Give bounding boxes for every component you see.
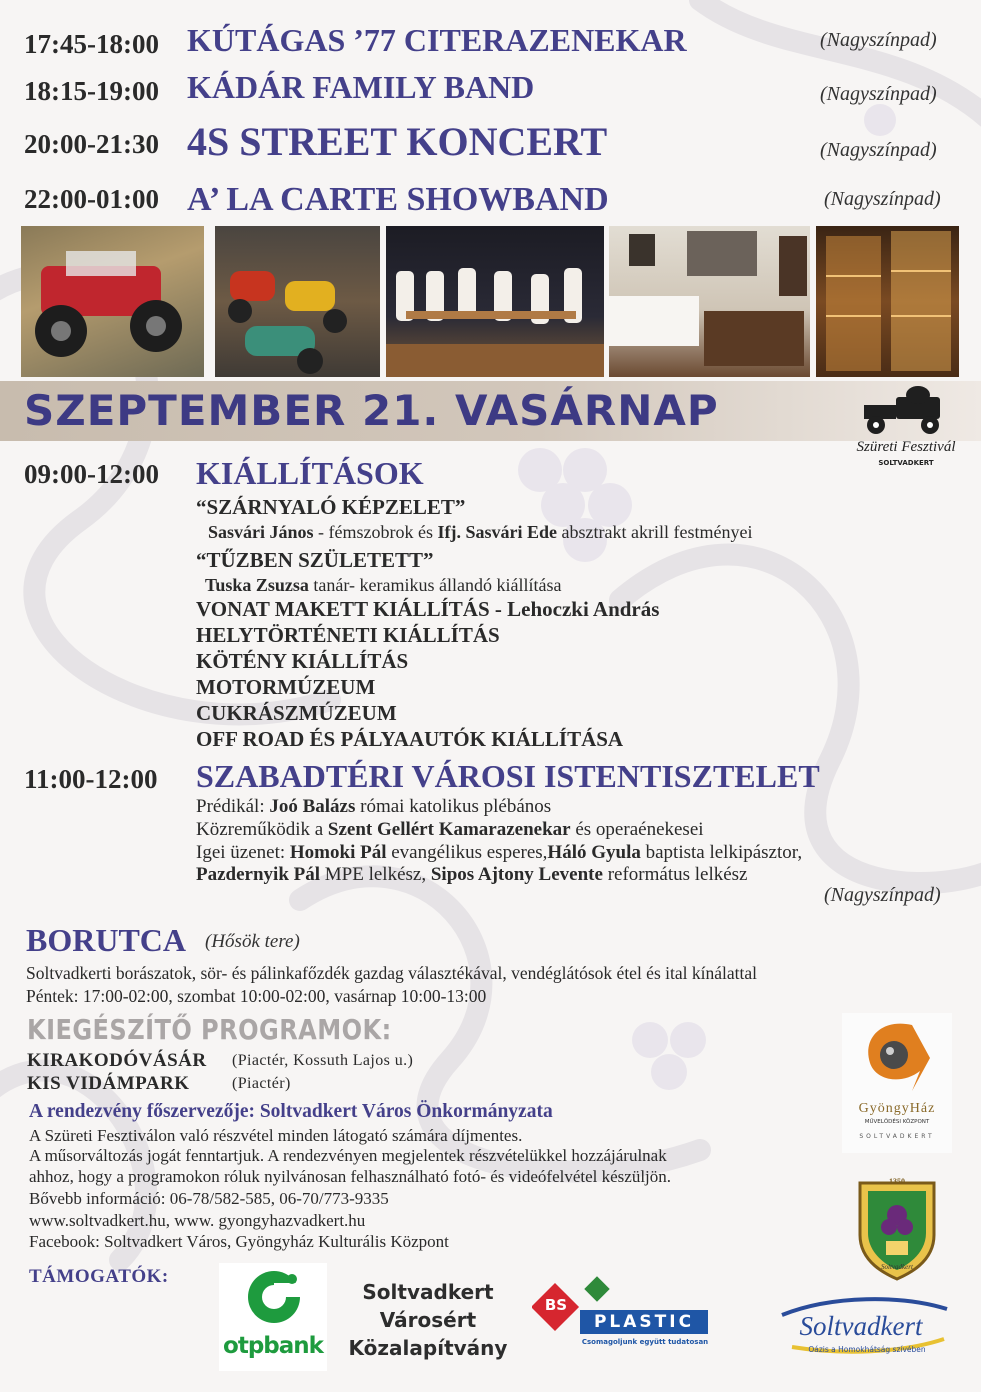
- sponsors-label: TÁMOGATÓK:: [29, 1266, 169, 1287]
- photo-offroad-car: [21, 226, 204, 377]
- service-line: Közreműködik a Szent Gellért Kamarazenekar és operaénekesei: [196, 819, 704, 840]
- gyongyhaz-sub: MŰVELŐDÉSI KÖZPONT: [864, 1119, 930, 1125]
- town-crest: [856, 1175, 938, 1281]
- exhibition-title: “TŰZBEN SZÜLETETT”: [196, 548, 434, 572]
- exhibition-credit: Tuska Zsuzsa tanár- keramikus állandó kiállítása: [205, 575, 562, 595]
- exhibition-title: “SZÁRNYALÓ KÉPZELET”: [196, 495, 466, 519]
- kozalapitvany-line: Soltvadkert: [362, 1280, 494, 1304]
- photo-confectionery-museum: [816, 226, 959, 377]
- otp-wordmark: otpbank: [223, 1333, 323, 1359]
- program-place: (Piactér, Kossuth Lajos u.): [232, 1052, 414, 1069]
- otpbank-logo: [219, 1263, 327, 1371]
- venue-label: (Nagyszínpad): [820, 139, 937, 161]
- organizer-headline: A rendezvény főszervezője: Soltvadkert Város Önkormányzata: [29, 1101, 553, 1122]
- venue-label: (Nagyszínpad): [824, 188, 941, 210]
- kozalapitvany-logo: [348, 1278, 508, 1362]
- wine-cart-icon: [846, 383, 966, 443]
- time-slot: 17:45-18:00: [24, 29, 159, 59]
- contact-facebook: Facebook: Soltvadkert Város, Gyöngyház Kulturális Központ: [29, 1232, 449, 1251]
- day-title: SZEPTEMBER 21. VASÁRNAP: [24, 386, 719, 435]
- borutca-description: Soltvadkerti borászatok, sör- és pálinkafőzdék gazdag választékával, vendéglátósok étel és ital kínálattal: [26, 963, 757, 983]
- venue-label: (Nagyszínpad): [820, 83, 937, 105]
- festival-logo-town: SOLTVADKERT: [878, 459, 934, 467]
- act-title: 4S STREET KONCERT: [187, 119, 608, 164]
- organizer-line: A Szüreti Fesztiválon való részvétel minden látogató számára díjmentes.: [29, 1126, 523, 1145]
- kozalapitvany-line: Közalapítvány: [348, 1336, 508, 1360]
- festival-logo-name: Szüreti Fesztivál: [856, 439, 956, 455]
- time-slot: 18:15-19:00: [24, 76, 159, 106]
- plastic-text: PLASTIC: [593, 1312, 695, 1332]
- gyongyhaz-town: SOLTVADKERT: [859, 1133, 935, 1140]
- program-name: KIRAKODÓVÁSÁR: [27, 1050, 207, 1071]
- section-title: SZABADTÉRI VÁROSI ISTENTISZTELET: [196, 758, 820, 794]
- act-title: KÚTÁGAS ’77 CITERAZENEKAR: [187, 22, 687, 58]
- bs-text: BS: [544, 1296, 568, 1314]
- contact-web: www.soltvadkert.hu, www. gyongyhazvadkert.hu: [29, 1211, 366, 1230]
- contact-phone: Bővebb információ: 06-78/582-585, 06-70/773-9335: [29, 1189, 389, 1208]
- exhibition-item: VONAT MAKETT KIÁLLÍTÁS - Lehoczki András: [196, 597, 660, 621]
- photo-zither-band: [386, 226, 604, 377]
- soltvadkert-tagline: Oázis a Homokhátság szívében: [808, 1345, 926, 1354]
- soltvadkert-wordmark: Soltvadkert: [799, 1311, 923, 1341]
- time-slot: 09:00-12:00: [24, 459, 159, 489]
- soltvadkert-logo: [762, 1295, 954, 1365]
- borutca-hours: Péntek: 17:00-02:00, szombat 10:00-02:00, vasárnap 10:00-13:00: [26, 986, 487, 1006]
- venue-label: (Nagyszínpad): [824, 884, 941, 906]
- venue-label: (Hősök tere): [205, 931, 300, 952]
- photo-local-history-room: [609, 226, 810, 377]
- organizer-line: ahhoz, hogy a programokon róluk nyilvánosan felhasználható fotó- és videófelvétel készüljön.: [29, 1167, 672, 1186]
- crest-year: 1350: [889, 1177, 905, 1186]
- program-place: (Piactér): [232, 1075, 291, 1092]
- time-slot: 22:00-01:00: [24, 184, 159, 214]
- section-title: BORUTCA: [26, 922, 187, 958]
- otp-icon: [219, 1263, 327, 1343]
- crest-label: Soltvadkert: [881, 1263, 913, 1271]
- act-title: A’ LA CARTE SHOWBAND: [187, 181, 609, 218]
- exhibition-item: CUKRÁSZMÚZEUM: [196, 701, 397, 725]
- kozalapitvany-line: Városért: [379, 1308, 477, 1332]
- section-title: KIEGÉSZÍTŐ PROGRAMOK:: [27, 1013, 392, 1046]
- service-line: Prédikál: Joó Balázs római katolikus plébános: [196, 796, 552, 817]
- organizer-line: A műsorváltozás jogát fenntartjuk. A rendezvényen megjelentek részvételükkel hozzájárulnak: [29, 1146, 667, 1165]
- gyongyhaz-name: GyöngyHáz: [858, 1101, 936, 1116]
- section-title: KIÁLLÍTÁSOK: [196, 455, 424, 491]
- exhibition-item: MOTORMÚZEUM: [196, 675, 376, 699]
- service-line: Pazdernyik Pál MPE lelkész, Sipos Ajtony Levente református lelkész: [196, 864, 748, 885]
- festival-logo: [846, 383, 966, 473]
- exhibition-credit: Sasvári János - fémszobrok és Ifj. Sasvári Ede absztrakt akrill festményei: [208, 522, 753, 542]
- photo-motor-museum: [215, 226, 380, 377]
- time-slot: 20:00-21:30: [24, 129, 159, 159]
- bsplastic-logo: [532, 1276, 712, 1356]
- gyongyhaz-logo: [842, 1013, 952, 1153]
- exhibition-item: HELYTÖRTÉNETI KIÁLLÍTÁS: [196, 623, 500, 647]
- plastic-tagline: Csomagoljunk együtt tudatosan: [581, 1338, 709, 1346]
- venue-label: (Nagyszínpad): [820, 29, 937, 51]
- exhibition-item: OFF ROAD ÉS PÁLYAAUTÓK KIÁLLÍTÁSA: [196, 727, 624, 751]
- program-name: KIS VIDÁMPARK: [27, 1073, 190, 1094]
- time-slot: 11:00-12:00: [24, 764, 158, 794]
- service-line: Igei üzenet: Homoki Pál evangélikus esperes,Háló Gyula baptista lelkipásztor,: [196, 842, 803, 863]
- exhibition-item: KÖTÉNY KIÁLLÍTÁS: [196, 649, 409, 673]
- act-title: KÁDÁR FAMILY BAND: [187, 69, 535, 105]
